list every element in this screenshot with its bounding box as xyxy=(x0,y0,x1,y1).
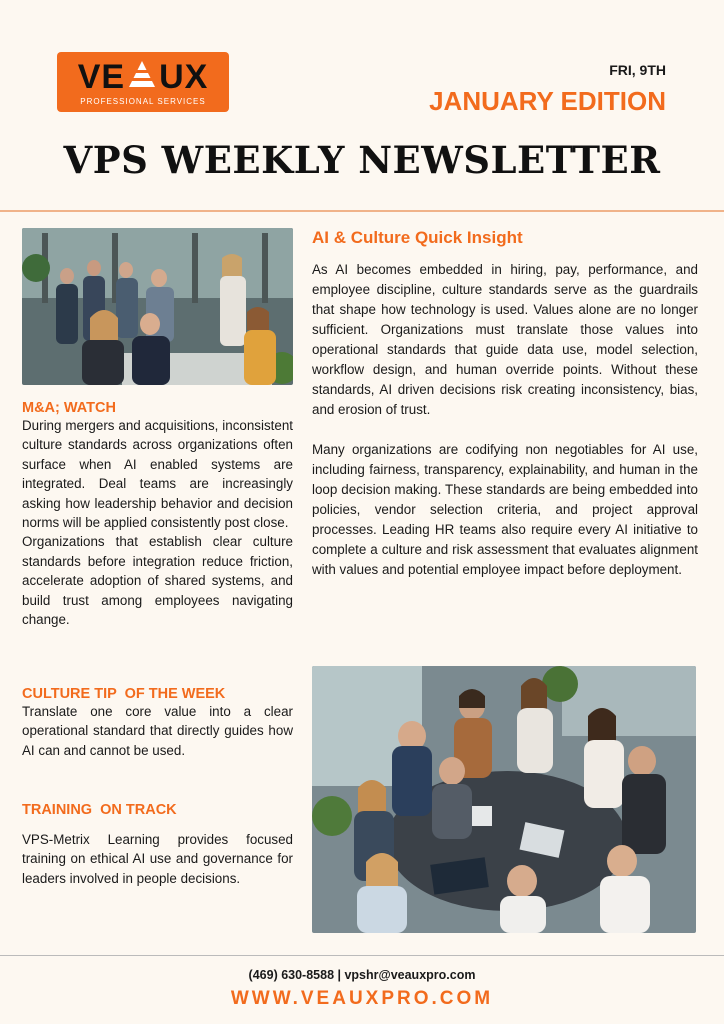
issue-date: FRI, 9TH xyxy=(609,62,666,78)
ma-watch-section xyxy=(22,400,293,629)
training-heading: TRAINING ON TRACK xyxy=(22,802,177,818)
ma-watch-paragraph-2: Organizations that establish clear culture standards before integration reduce friction, accelerate adoption of shared systems, and build trust among employees navigating change. xyxy=(22,534,293,628)
logo-triangle-icon xyxy=(127,59,157,95)
contact-info: (469) 630-8588 | vpshr@veauxpro.com xyxy=(248,968,476,982)
team-overhead-photo xyxy=(312,666,696,933)
logo-subtitle: PROFESSIONAL SERVICES xyxy=(80,96,206,106)
logo-wordmark xyxy=(78,59,209,95)
edition-label: JANUARY EDITION xyxy=(429,86,666,116)
culture-tip-section xyxy=(22,686,293,760)
ai-culture-paragraph-1: As AI becomes embedded in hiring, pay, performance, and employee discipline, culture standards serve as the guardrails that shape how technology is used. Values alone are no longer sufficient. Organizations must translate those values into operational standards that guide data use, model selection, workflow design, and human override points. Without these standards, AI driven decisions risk creating inconsistency, bias, and erosion of trust. xyxy=(312,262,698,417)
ai-culture-heading: AI & Culture Quick Insight xyxy=(312,228,523,247)
culture-tip-heading: CULTURE TIP OF THE WEEK xyxy=(22,686,226,702)
website-link[interactable]: WWW.VEAUXPRO.COM xyxy=(230,988,494,1009)
team-meeting-photo xyxy=(22,228,293,385)
newsletter-title: VPS WEEKLY NEWSLETTER xyxy=(63,138,661,182)
culture-tip-text: Translate one core value into a clear operational standard that directly guides how AI can and cannot be used. xyxy=(22,704,293,758)
ai-culture-section xyxy=(312,228,698,580)
logo-text-right: UX xyxy=(159,57,209,96)
header-divider xyxy=(0,210,724,212)
footer-divider xyxy=(0,955,724,956)
ai-culture-paragraph-2: Many organizations are codifying non negotiables for AI use, including fairness, transparency, explainability, and human in the loop decision making. These standards are being embedded into policies, vendor selection criteria, and project approval processes. Leading HR teams also require every AI initiative to complete a culture and risk assessment that evaluates alignment with values and potential employee impact before deployment. xyxy=(312,442,698,577)
ma-watch-paragraph-1: During mergers and acquisitions, inconsistent culture standards across organizations often surface when AI enabled systems are integrated. Deal teams are increasingly asking how leadership behavior and decision norms will be applied consistently post close. xyxy=(22,418,293,531)
logo-text-left: VE xyxy=(77,57,126,96)
training-text: VPS-Metrix Learning provides focused training on ethical AI use and governance for leaders involved in people decisions. xyxy=(22,832,293,886)
training-section xyxy=(22,802,293,888)
ma-watch-heading: M&A; WATCH xyxy=(22,400,116,416)
company-logo xyxy=(57,52,229,112)
